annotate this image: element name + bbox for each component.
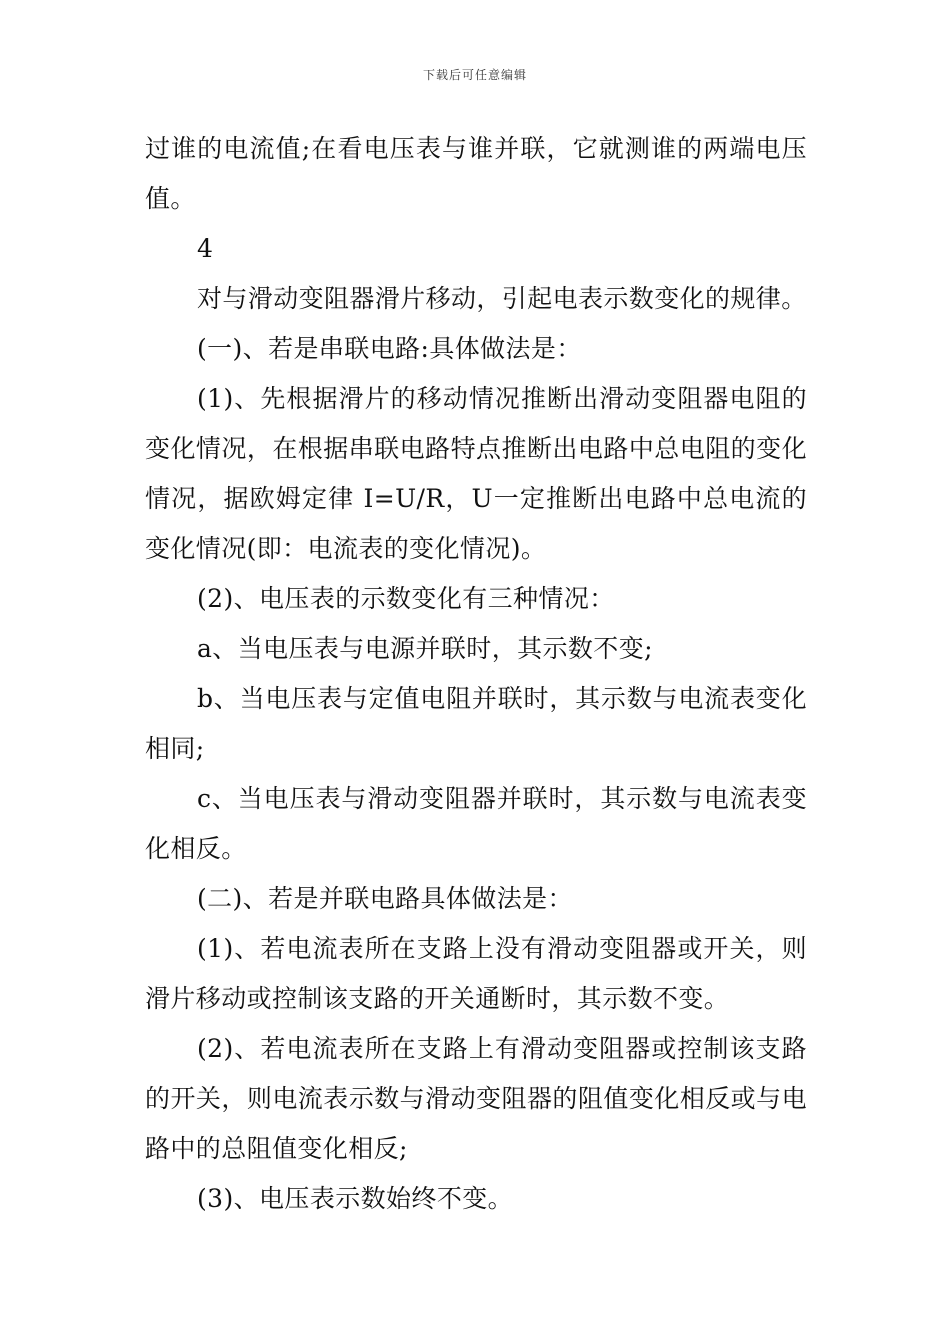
list-item: b、当电压表与定值电阻并联时，其示数与电流表变化相同; — [145, 684, 807, 763]
paragraph: (2)、若电流表所在支路上有滑动变阻器或控制该支路的开关，则电流表示数与滑动变阻器的阻值变化相反或与电路中的总阻值变化相反; — [145, 1034, 807, 1163]
subsection-heading: (一)、若是串联电路:具体做法是： — [197, 334, 582, 363]
paragraph: 过谁的电流值;在看电压表与谁并联，它就测谁的两端电压值。 — [145, 134, 807, 213]
paragraph: (1)、若电流表所在支路上没有滑动变阻器或开关，则滑片移动或控制该支路的开关通断时，其示数不变。 — [145, 934, 807, 1013]
document-body — [145, 124, 807, 1224]
paragraph: (2)、电压表的示数变化有三种情况： — [197, 584, 615, 613]
page-header-note: 下载后可任意编辑 — [422, 68, 527, 82]
paragraph: (1)、先根据滑片的移动情况推断出滑动变阻器电阻的变化情况，在根据串联电路特点推断出电路中总电阻的变化情况，据欧姆定律 I=U/R，U一定推断出电路中总电流的变化情况(即：电流表的变化情况)。 — [145, 384, 807, 563]
paragraph: (3)、电压表示数始终不变。 — [197, 1184, 514, 1213]
section-number: 4 — [197, 234, 214, 263]
list-item: c、当电压表与滑动变阻器并联时，其示数与电流表变化相反。 — [145, 784, 807, 863]
paragraph: 对与滑动变阻器滑片移动，引起电表示数变化的规律。 — [197, 284, 807, 313]
subsection-heading: (二)、若是并联电路具体做法是： — [197, 884, 573, 913]
list-item: a、当电压表与电源并联时，其示数不变; — [197, 634, 653, 663]
